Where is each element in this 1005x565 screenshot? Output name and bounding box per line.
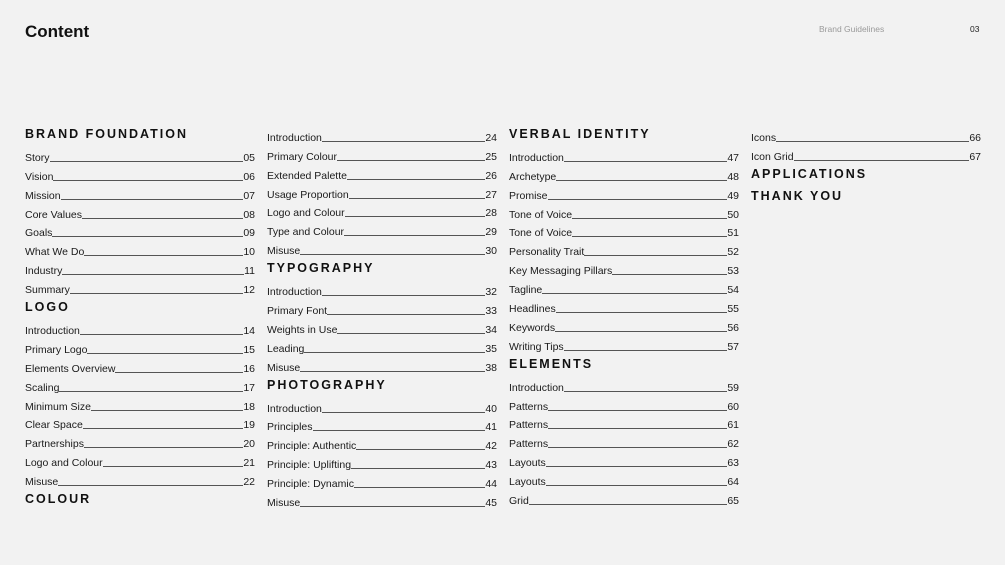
toc-entry-page-number: 35 bbox=[485, 342, 497, 355]
toc-entry-page-number: 49 bbox=[727, 189, 739, 202]
toc-entry-label: Introduction bbox=[509, 151, 564, 164]
toc-entry-label: Patterns bbox=[509, 419, 549, 432]
leader-line bbox=[91, 409, 243, 411]
toc-entry-label: Introduction bbox=[267, 402, 322, 415]
toc-entry[interactable] bbox=[25, 337, 255, 356]
section-heading: THANK YOU bbox=[751, 188, 844, 203]
leader-line bbox=[344, 234, 485, 236]
toc-entry-label: Tagline bbox=[509, 284, 543, 297]
leader-line bbox=[327, 313, 485, 315]
toc-entry[interactable] bbox=[267, 415, 497, 434]
toc-entry-page-number: 24 bbox=[485, 131, 497, 144]
toc-entry-label: Primary Font bbox=[267, 305, 328, 318]
toc-entry-page-number: 44 bbox=[485, 478, 497, 491]
toc-entry-label: Principle: Authentic bbox=[267, 440, 357, 453]
toc-entry[interactable] bbox=[267, 182, 497, 201]
toc-entry[interactable] bbox=[509, 221, 739, 240]
toc-entry-label: Layouts bbox=[509, 457, 546, 470]
toc-entry-label: Logo and Colour bbox=[25, 457, 103, 470]
toc-entry-label: Leading bbox=[267, 342, 305, 355]
leader-line bbox=[53, 179, 243, 181]
toc-entry-page-number: 07 bbox=[243, 189, 255, 202]
toc-entry[interactable] bbox=[267, 279, 497, 298]
toc-entry-page-number: 05 bbox=[243, 151, 255, 164]
toc-entry-page-number: 43 bbox=[485, 459, 497, 472]
toc-entry-label: Grid bbox=[509, 495, 529, 508]
toc-entry[interactable] bbox=[25, 469, 255, 488]
leader-line bbox=[59, 390, 243, 392]
leader-line bbox=[58, 484, 243, 486]
leader-line bbox=[572, 217, 727, 219]
toc-entry-label: Story bbox=[25, 151, 50, 164]
toc-entry-page-number: 40 bbox=[485, 402, 497, 415]
leader-line bbox=[564, 390, 727, 392]
leader-line bbox=[84, 446, 243, 448]
leader-line bbox=[546, 465, 728, 467]
toc-entry-label: Headlines bbox=[509, 303, 556, 316]
toc-entry-page-number: 17 bbox=[243, 381, 255, 394]
toc-entry-label: Scaling bbox=[25, 381, 60, 394]
toc-entry-label: Promise bbox=[509, 189, 548, 202]
toc-entry[interactable] bbox=[267, 125, 497, 144]
toc-entry-label: Principle: Uplifting bbox=[267, 459, 352, 472]
leader-line bbox=[356, 448, 485, 450]
toc-entry-label: Principles bbox=[267, 421, 313, 434]
toc-entry[interactable] bbox=[509, 431, 739, 450]
toc-entry[interactable] bbox=[267, 355, 497, 374]
toc-entry-label: Icons bbox=[751, 131, 777, 144]
toc-entry-page-number: 38 bbox=[485, 361, 497, 374]
toc-entry[interactable] bbox=[509, 202, 739, 221]
toc-column-2 bbox=[267, 125, 497, 509]
toc-entry[interactable] bbox=[509, 488, 739, 507]
toc-entry-page-number: 25 bbox=[485, 150, 497, 163]
toc-entry-page-number: 15 bbox=[243, 343, 255, 356]
page-title: Content bbox=[25, 22, 90, 41]
toc-entry-label: Patterns bbox=[509, 438, 549, 451]
toc-column-4 bbox=[751, 125, 981, 207]
toc-entry-page-number: 57 bbox=[727, 340, 739, 353]
toc-entry[interactable] bbox=[25, 145, 255, 164]
section-heading: TYPOGRAPHY bbox=[267, 261, 375, 276]
leader-line bbox=[564, 160, 727, 162]
toc-entry[interactable] bbox=[25, 394, 255, 413]
toc-entry[interactable] bbox=[509, 375, 739, 394]
toc-entry[interactable] bbox=[25, 375, 255, 394]
toc-entry-page-number: 11 bbox=[244, 265, 255, 278]
toc-column-1 bbox=[25, 125, 255, 510]
leader-line bbox=[546, 484, 728, 486]
toc-entry[interactable] bbox=[509, 469, 739, 488]
toc-entry[interactable] bbox=[25, 356, 255, 375]
toc-entry[interactable] bbox=[267, 163, 497, 182]
section-heading: APPLICATIONS bbox=[751, 166, 868, 181]
toc-entry-label: Keywords bbox=[509, 321, 556, 334]
toc-entry-page-number: 48 bbox=[727, 170, 739, 183]
toc-entry-page-number: 27 bbox=[485, 188, 497, 201]
toc-entry[interactable] bbox=[25, 183, 255, 202]
toc-entry[interactable] bbox=[509, 164, 739, 183]
toc-entry[interactable] bbox=[267, 490, 497, 509]
leader-line bbox=[776, 140, 969, 142]
toc-entry-page-number: 22 bbox=[243, 476, 255, 489]
toc-entry-label: Misuse bbox=[267, 361, 301, 374]
leader-line bbox=[61, 198, 244, 200]
document-label: Brand Guidelines bbox=[819, 24, 885, 34]
toc-entry[interactable] bbox=[509, 277, 739, 296]
section-heading: VERBAL IDENTITY bbox=[509, 127, 651, 141]
leader-line bbox=[62, 273, 244, 275]
leader-line bbox=[82, 217, 243, 219]
toc-entry-label: Summary bbox=[25, 284, 70, 297]
leader-line bbox=[548, 446, 727, 448]
toc-entry-page-number: 10 bbox=[243, 246, 255, 259]
toc-entry-page-number: 56 bbox=[727, 321, 739, 334]
toc-entry-label: Primary Logo bbox=[25, 343, 88, 356]
toc-entry-label: Layouts bbox=[509, 476, 546, 489]
toc-entry[interactable] bbox=[509, 258, 739, 277]
leader-line bbox=[337, 332, 485, 334]
leader-line bbox=[115, 371, 243, 373]
leader-line bbox=[354, 486, 485, 488]
leader-line bbox=[322, 294, 485, 296]
toc-entry-page-number: 59 bbox=[727, 381, 739, 394]
toc-entry-page-number: 16 bbox=[243, 362, 255, 375]
toc-entry[interactable] bbox=[25, 277, 255, 296]
toc-entry-label: Primary Colour bbox=[267, 150, 338, 163]
leader-line bbox=[556, 179, 727, 181]
toc-entry-page-number: 26 bbox=[485, 169, 497, 182]
toc-entry[interactable] bbox=[267, 317, 497, 336]
toc-entry[interactable] bbox=[751, 125, 981, 144]
toc-entry[interactable] bbox=[267, 298, 497, 317]
toc-entry[interactable] bbox=[509, 239, 739, 258]
toc-entry-page-number: 63 bbox=[727, 457, 739, 470]
toc-entry[interactable] bbox=[509, 296, 739, 315]
toc-entry-page-number: 45 bbox=[485, 497, 497, 510]
toc-entry[interactable] bbox=[25, 164, 255, 183]
toc-entry-label: Icon Grid bbox=[751, 150, 794, 163]
toc-entry-page-number: 20 bbox=[243, 438, 255, 451]
toc-entry-page-number: 60 bbox=[727, 400, 739, 413]
toc-entry-label: Elements Overview bbox=[25, 362, 116, 375]
leader-line bbox=[337, 159, 485, 161]
section-heading: ELEMENTS bbox=[509, 356, 594, 371]
leader-line bbox=[322, 140, 485, 142]
toc-entry-page-number: 14 bbox=[243, 325, 255, 338]
toc-entry-label: Principle: Dynamic bbox=[267, 478, 354, 491]
toc-entry-label: Minimum Size bbox=[25, 400, 91, 413]
toc-entry-label: Writing Tips bbox=[509, 340, 564, 353]
toc-entry-label: Core Values bbox=[25, 208, 83, 221]
toc-entry-label: Introduction bbox=[509, 381, 564, 394]
toc-entry-page-number: 66 bbox=[969, 131, 981, 144]
toc-entry-label: Type and Colour bbox=[267, 226, 345, 239]
leader-line bbox=[304, 351, 485, 353]
leader-line bbox=[794, 159, 970, 161]
leader-line bbox=[52, 235, 243, 237]
leader-line bbox=[313, 429, 486, 431]
toc-entry-label: Personality Trait bbox=[509, 246, 585, 259]
toc-entry-label: Tone of Voice bbox=[509, 227, 573, 240]
leader-line bbox=[80, 333, 243, 335]
toc-entry-label: Partnerships bbox=[25, 438, 84, 451]
toc-entry-page-number: 06 bbox=[243, 170, 255, 183]
toc-entry-page-number: 52 bbox=[727, 246, 739, 259]
toc-entry[interactable] bbox=[509, 394, 739, 413]
toc-entry[interactable] bbox=[509, 450, 739, 469]
toc-entry-page-number: 29 bbox=[485, 226, 497, 239]
toc-entry[interactable] bbox=[751, 144, 981, 163]
toc-entry-page-number: 54 bbox=[727, 284, 739, 297]
leader-line bbox=[572, 235, 727, 237]
toc-entry-page-number: 19 bbox=[243, 419, 255, 432]
leader-line bbox=[564, 349, 728, 351]
toc-entry[interactable] bbox=[267, 336, 497, 355]
leader-line bbox=[555, 330, 727, 332]
toc-entry-label: Logo and Colour bbox=[267, 207, 345, 220]
leader-line bbox=[349, 197, 486, 199]
toc-entry[interactable] bbox=[25, 431, 255, 450]
toc-entry-label: Misuse bbox=[25, 476, 59, 489]
toc-entry[interactable] bbox=[509, 183, 739, 202]
toc-entry-label: Weights in Use bbox=[267, 323, 338, 336]
leader-line bbox=[84, 254, 243, 256]
leader-line bbox=[584, 254, 727, 256]
leader-line bbox=[548, 409, 727, 411]
toc-entry[interactable] bbox=[25, 413, 255, 432]
toc-entry[interactable] bbox=[25, 450, 255, 469]
toc-entry[interactable] bbox=[509, 413, 739, 432]
leader-line bbox=[345, 215, 486, 217]
toc-entry-label: Vision bbox=[25, 170, 54, 183]
toc-entry-label: Goals bbox=[25, 227, 53, 240]
toc-entry-page-number: 12 bbox=[243, 284, 255, 297]
toc-entry-label: Industry bbox=[25, 265, 63, 278]
toc-entry-label: Introduction bbox=[267, 131, 322, 144]
toc-entry[interactable] bbox=[25, 258, 255, 277]
toc-entry-page-number: 67 bbox=[969, 150, 981, 163]
toc-entry[interactable] bbox=[267, 396, 497, 415]
toc-entry-label: Tone of Voice bbox=[509, 208, 573, 221]
toc-entry-label: Introduction bbox=[25, 325, 80, 338]
toc-entry-page-number: 34 bbox=[485, 323, 497, 336]
toc-entry-page-number: 42 bbox=[485, 440, 497, 453]
toc-column-3 bbox=[509, 125, 739, 507]
leader-line bbox=[351, 467, 485, 469]
leader-line bbox=[548, 198, 728, 200]
toc-entry-label: Misuse bbox=[267, 245, 301, 258]
section-heading: LOGO bbox=[25, 300, 70, 315]
toc-entry-label: Clear Space bbox=[25, 419, 83, 432]
leader-line bbox=[87, 352, 243, 354]
toc-entry-label: Mission bbox=[25, 189, 61, 202]
toc-entry[interactable] bbox=[267, 471, 497, 490]
toc-entry[interactable] bbox=[509, 315, 739, 334]
toc-entry[interactable] bbox=[25, 202, 255, 221]
toc-entry-label: Patterns bbox=[509, 400, 549, 413]
toc-entry-page-number: 62 bbox=[727, 438, 739, 451]
toc-entry-page-number: 28 bbox=[485, 207, 497, 220]
leader-line bbox=[300, 253, 485, 255]
toc-entry-page-number: 64 bbox=[727, 476, 739, 489]
leader-line bbox=[542, 292, 727, 294]
toc-entry-label: Misuse bbox=[267, 497, 301, 510]
toc-entry-page-number: 55 bbox=[727, 303, 739, 316]
page-number: 03 bbox=[970, 24, 980, 34]
toc-entry-page-number: 21 bbox=[243, 457, 255, 470]
toc-entry-page-number: 50 bbox=[727, 208, 739, 221]
toc-entry[interactable] bbox=[25, 239, 255, 258]
toc-entry[interactable] bbox=[267, 452, 497, 471]
section-heading: BRAND FOUNDATION bbox=[25, 127, 189, 141]
toc-entry[interactable] bbox=[509, 145, 739, 164]
leader-line bbox=[347, 178, 485, 180]
toc-entry-page-number: 30 bbox=[485, 245, 497, 258]
toc-entry[interactable] bbox=[25, 221, 255, 240]
toc-entry-page-number: 61 bbox=[727, 419, 739, 432]
toc-entry-label: Introduction bbox=[267, 286, 322, 299]
leader-line bbox=[70, 292, 243, 294]
leader-line bbox=[548, 427, 727, 429]
toc-entry-page-number: 41 bbox=[485, 421, 497, 434]
toc-entry-label: Usage Proportion bbox=[267, 188, 349, 201]
toc-entry[interactable] bbox=[25, 318, 255, 337]
leader-line bbox=[83, 427, 244, 429]
toc-entry-label: Key Messaging Pillars bbox=[509, 265, 613, 278]
leader-line bbox=[612, 273, 727, 275]
toc-entry-label: What We Do bbox=[25, 246, 85, 259]
toc-entry-page-number: 33 bbox=[485, 305, 497, 318]
toc-entry-page-number: 65 bbox=[727, 495, 739, 508]
leader-line bbox=[103, 465, 244, 467]
toc-entry-page-number: 32 bbox=[485, 286, 497, 299]
toc-entry-page-number: 08 bbox=[243, 208, 255, 221]
toc-entry-label: Archetype bbox=[509, 170, 557, 183]
leader-line bbox=[529, 503, 727, 505]
toc-entry[interactable] bbox=[267, 433, 497, 452]
toc-entry[interactable] bbox=[509, 334, 739, 353]
section-heading: PHOTOGRAPHY bbox=[267, 377, 387, 392]
leader-line bbox=[300, 505, 485, 507]
toc-entry[interactable] bbox=[267, 219, 497, 238]
toc-entry-page-number: 47 bbox=[727, 151, 739, 164]
toc-entry[interactable] bbox=[267, 144, 497, 163]
toc-entry-label: Extended Palette bbox=[267, 169, 347, 182]
toc-entry-page-number: 53 bbox=[727, 265, 739, 278]
toc-entry-page-number: 09 bbox=[243, 227, 255, 240]
leader-line bbox=[322, 411, 485, 413]
section-heading: COLOUR bbox=[25, 492, 92, 507]
toc-entry[interactable] bbox=[267, 238, 497, 257]
leader-line bbox=[300, 370, 485, 372]
toc-entry[interactable] bbox=[267, 201, 497, 220]
toc-entry-page-number: 51 bbox=[727, 227, 739, 240]
leader-line bbox=[556, 311, 728, 313]
leader-line bbox=[50, 160, 244, 162]
toc-entry-page-number: 18 bbox=[243, 400, 255, 413]
